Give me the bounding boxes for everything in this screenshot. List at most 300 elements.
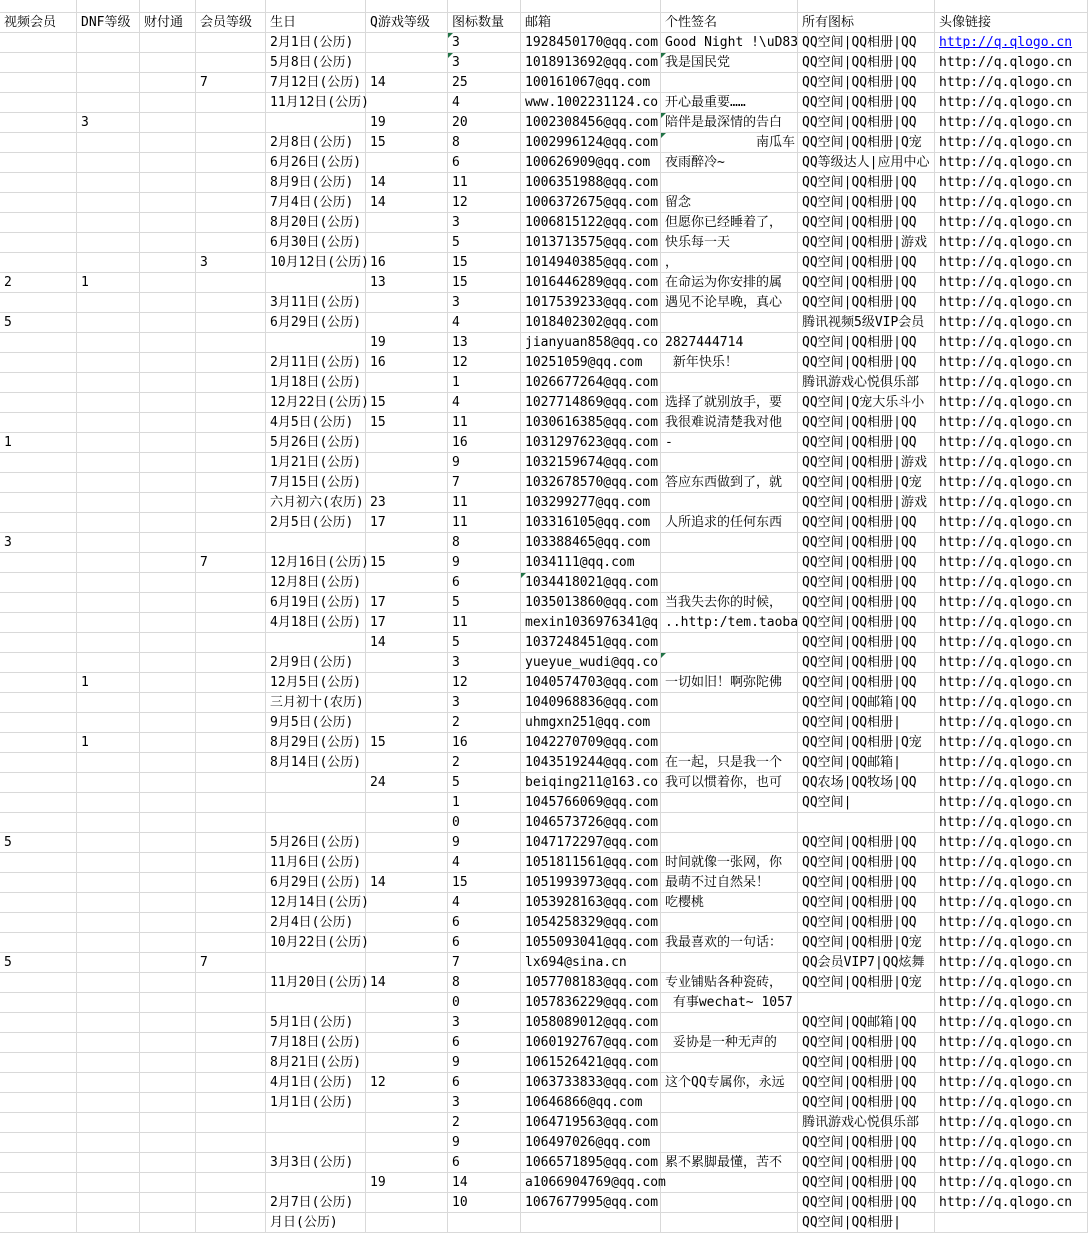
cell-member-level[interactable] bbox=[196, 373, 266, 393]
cell-video-vip[interactable] bbox=[0, 233, 77, 253]
cell-avatar-link[interactable]: http://q.qlogo.cn bbox=[935, 613, 1088, 633]
cell-video-vip[interactable] bbox=[0, 513, 77, 533]
cell-all-icons[interactable]: QQ空间|QQ相册|游戏 bbox=[798, 453, 935, 473]
cell-icon-count[interactable]: 3 bbox=[448, 53, 521, 73]
cell-icon-count[interactable]: 6 bbox=[448, 933, 521, 953]
cell-email[interactable]: 1066571895@qq.com bbox=[521, 1153, 661, 1173]
cell-birthday[interactable]: 10月22日(公历) bbox=[266, 933, 366, 953]
cell-dnf-level[interactable] bbox=[77, 933, 140, 953]
cell-icon-count[interactable]: 6 bbox=[448, 913, 521, 933]
cell-dnf-level[interactable] bbox=[77, 773, 140, 793]
cell-member-level[interactable] bbox=[196, 113, 266, 133]
cell-member-level[interactable] bbox=[196, 273, 266, 293]
cell-email[interactable]: 1040968836@qq.com bbox=[521, 693, 661, 713]
cell-dnf-level[interactable] bbox=[77, 913, 140, 933]
cell-signature[interactable]: 专业铺贴各种瓷砖， bbox=[661, 973, 798, 993]
cell-email[interactable]: yueyue_wudi@qq.co bbox=[521, 653, 661, 673]
cell-birthday[interactable]: 2月8日(公历) bbox=[266, 133, 366, 153]
column-header-dnf-level[interactable]: DNF等级 bbox=[77, 13, 140, 33]
cell-avatar-link[interactable]: http://q.qlogo.cn bbox=[935, 833, 1088, 853]
cell-qgame-level[interactable] bbox=[366, 1113, 448, 1133]
cell-all-icons[interactable]: QQ空间|QQ相册|QQ bbox=[798, 173, 935, 193]
cell-video-vip[interactable]: 5 bbox=[0, 313, 77, 333]
cell-qgame-level[interactable] bbox=[366, 1193, 448, 1213]
cell-video-vip[interactable] bbox=[0, 1053, 77, 1073]
cell-birthday[interactable]: 6月30日(公历) bbox=[266, 233, 366, 253]
cell-icon-count[interactable]: 5 bbox=[448, 233, 521, 253]
cell-icon-count[interactable]: 0 bbox=[448, 813, 521, 833]
cell-all-icons[interactable]: QQ空间|QQ相册|Q宠 bbox=[798, 473, 935, 493]
cell-video-vip[interactable] bbox=[0, 493, 77, 513]
cell-email[interactable]: 1051993973@qq.com bbox=[521, 873, 661, 893]
cell-signature[interactable]: 人所追求的任何东西 bbox=[661, 513, 798, 533]
cell-video-vip[interactable] bbox=[0, 153, 77, 173]
cell-avatar-link[interactable]: http://q.qlogo.cn bbox=[935, 673, 1088, 693]
cell-avatar-link[interactable]: http://q.qlogo.cn bbox=[935, 1153, 1088, 1173]
cell-avatar-link[interactable]: http://q.qlogo.cn bbox=[935, 1013, 1088, 1033]
cell-video-vip[interactable] bbox=[0, 173, 77, 193]
cell-email[interactable]: 1018402302@qq.com bbox=[521, 313, 661, 333]
cell-email[interactable]: 1035013860@qq.com bbox=[521, 593, 661, 613]
cell-dnf-level[interactable] bbox=[77, 293, 140, 313]
cell-birthday[interactable]: 三月初十(农历) bbox=[266, 693, 366, 713]
cell-birthday[interactable]: 6月26日(公历) bbox=[266, 153, 366, 173]
cell-member-level[interactable] bbox=[196, 793, 266, 813]
cell-qgame-level[interactable]: 17 bbox=[366, 613, 448, 633]
cell-all-icons[interactable]: QQ空间|QQ相册|QQ bbox=[798, 1053, 935, 1073]
cell-member-level[interactable] bbox=[196, 873, 266, 893]
cell-avatar-link[interactable]: http://q.qlogo.cn bbox=[935, 133, 1088, 153]
cell-video-vip[interactable] bbox=[0, 813, 77, 833]
cell-video-vip[interactable] bbox=[0, 1193, 77, 1213]
cell-member-level[interactable] bbox=[196, 613, 266, 633]
cell-all-icons[interactable]: QQ空间|QQ相册|QQ bbox=[798, 213, 935, 233]
cell-dnf-level[interactable] bbox=[77, 753, 140, 773]
cell-video-vip[interactable] bbox=[0, 353, 77, 373]
cell-tenpay[interactable] bbox=[140, 113, 196, 133]
cell-icon-count[interactable]: 9 bbox=[448, 553, 521, 573]
cell-avatar-link[interactable]: http://q.qlogo.cn bbox=[935, 433, 1088, 453]
cell-member-level[interactable] bbox=[196, 1053, 266, 1073]
cell-signature[interactable]: 答应东西做到了，就 bbox=[661, 473, 798, 493]
cell-all-icons[interactable]: QQ空间|QQ相册|QQ bbox=[798, 293, 935, 313]
cell-email[interactable]: 1034418021@qq.com bbox=[521, 573, 661, 593]
cell-icon-count[interactable]: 8 bbox=[448, 973, 521, 993]
cell-tenpay[interactable] bbox=[140, 973, 196, 993]
cell-signature[interactable] bbox=[661, 1013, 798, 1033]
column-header-all-icons[interactable]: 所有图标 bbox=[798, 13, 935, 33]
cell-avatar-link[interactable]: http://q.qlogo.cn bbox=[935, 693, 1088, 713]
cell-signature[interactable] bbox=[661, 573, 798, 593]
cell-all-icons[interactable]: QQ空间|QQ相册|QQ bbox=[798, 673, 935, 693]
cell-birthday[interactable] bbox=[266, 113, 366, 133]
cell-birthday[interactable]: 8月20日(公历) bbox=[266, 213, 366, 233]
cell-video-vip[interactable]: 5 bbox=[0, 953, 77, 973]
cell-dnf-level[interactable] bbox=[77, 553, 140, 573]
cell-icon-count[interactable]: 0 bbox=[448, 993, 521, 1013]
partial-cell-member-level[interactable] bbox=[196, 0, 266, 13]
cell-tenpay[interactable] bbox=[140, 833, 196, 853]
cell-all-icons[interactable]: QQ空间|QQ相册|Q宠 bbox=[798, 933, 935, 953]
cell-tenpay[interactable] bbox=[140, 313, 196, 333]
cell-avatar-link[interactable]: http://q.qlogo.cn bbox=[935, 293, 1088, 313]
cell-birthday[interactable] bbox=[266, 1173, 366, 1193]
cell-dnf-level[interactable] bbox=[77, 193, 140, 213]
cell-email[interactable]: 1006372675@qq.com bbox=[521, 193, 661, 213]
cell-avatar-link[interactable]: http://q.qlogo.cn bbox=[935, 893, 1088, 913]
cell-all-icons[interactable]: QQ空间|Q宠大乐斗小 bbox=[798, 393, 935, 413]
cell-signature[interactable]: 选择了就别放手，要 bbox=[661, 393, 798, 413]
cell-signature[interactable]: Good Night !\uD83 bbox=[661, 33, 798, 53]
cell-member-level[interactable] bbox=[196, 313, 266, 333]
cell-qgame-level[interactable] bbox=[366, 993, 448, 1013]
cell-icon-count[interactable]: 2 bbox=[448, 753, 521, 773]
cell-all-icons[interactable]: 腾讯游戏心悦俱乐部 bbox=[798, 1113, 935, 1133]
cell-all-icons[interactable] bbox=[798, 993, 935, 1013]
cell-member-level[interactable] bbox=[196, 473, 266, 493]
cell-dnf-level[interactable] bbox=[77, 153, 140, 173]
cell-icon-count[interactable]: 3 bbox=[448, 1013, 521, 1033]
cell-video-vip[interactable] bbox=[0, 1173, 77, 1193]
partial-cell-birthday[interactable] bbox=[266, 0, 366, 13]
partial-cell-qgame-level[interactable] bbox=[366, 0, 448, 13]
cell-signature[interactable]: ..http:/tem.taoba bbox=[661, 613, 798, 633]
cell-all-icons[interactable]: QQ空间|QQ相册|QQ bbox=[798, 253, 935, 273]
cell-signature[interactable] bbox=[661, 693, 798, 713]
cell-member-level[interactable] bbox=[196, 333, 266, 353]
cell-tenpay[interactable] bbox=[140, 273, 196, 293]
cell-birthday[interactable] bbox=[266, 773, 366, 793]
cell-qgame-level[interactable] bbox=[366, 673, 448, 693]
column-header-video-vip[interactable]: 视频会员 bbox=[0, 13, 77, 33]
cell-birthday[interactable] bbox=[266, 1133, 366, 1153]
cell-member-level[interactable] bbox=[196, 413, 266, 433]
cell-member-level[interactable] bbox=[196, 933, 266, 953]
cell-qgame-level[interactable] bbox=[366, 473, 448, 493]
cell-qgame-level[interactable]: 19 bbox=[366, 113, 448, 133]
cell-member-level[interactable] bbox=[196, 1133, 266, 1153]
cell-avatar-link[interactable]: http://q.qlogo.cn bbox=[935, 373, 1088, 393]
cell-member-level[interactable]: 7 bbox=[196, 553, 266, 573]
cell-avatar-link[interactable]: http://q.qlogo.cn bbox=[935, 533, 1088, 553]
cell-avatar-link[interactable]: http://q.qlogo.cn bbox=[935, 393, 1088, 413]
cell-video-vip[interactable]: 5 bbox=[0, 833, 77, 853]
cell-dnf-level[interactable]: 1 bbox=[77, 273, 140, 293]
cell-member-level[interactable] bbox=[196, 813, 266, 833]
cell-birthday[interactable] bbox=[266, 793, 366, 813]
cell-birthday[interactable]: 六月初六(农历) bbox=[266, 493, 366, 513]
cell-all-icons[interactable]: 腾讯游戏心悦俱乐部 bbox=[798, 373, 935, 393]
cell-signature[interactable]: 有事wechat~ 1057 bbox=[661, 993, 798, 1013]
partial-cell-icon-count[interactable] bbox=[448, 1213, 521, 1233]
cell-qgame-level[interactable] bbox=[366, 913, 448, 933]
cell-email[interactable]: 103299277@qq.com bbox=[521, 493, 661, 513]
cell-tenpay[interactable] bbox=[140, 173, 196, 193]
cell-avatar-link[interactable]: http://q.qlogo.cn bbox=[935, 1113, 1088, 1133]
cell-tenpay[interactable] bbox=[140, 433, 196, 453]
cell-avatar-link[interactable]: http://q.qlogo.cn bbox=[935, 873, 1088, 893]
cell-tenpay[interactable] bbox=[140, 473, 196, 493]
cell-avatar-link[interactable]: http://q.qlogo.cn bbox=[935, 473, 1088, 493]
cell-qgame-level[interactable] bbox=[366, 1013, 448, 1033]
cell-avatar-link[interactable]: http://q.qlogo.cn bbox=[935, 1073, 1088, 1093]
cell-birthday[interactable]: 8月21日(公历) bbox=[266, 1053, 366, 1073]
cell-dnf-level[interactable] bbox=[77, 173, 140, 193]
cell-tenpay[interactable] bbox=[140, 493, 196, 513]
cell-tenpay[interactable] bbox=[140, 1173, 196, 1193]
cell-avatar-link[interactable]: http://q.qlogo.cn bbox=[935, 253, 1088, 273]
cell-birthday[interactable] bbox=[266, 813, 366, 833]
cell-tenpay[interactable] bbox=[140, 153, 196, 173]
cell-qgame-level[interactable] bbox=[366, 1153, 448, 1173]
cell-all-icons[interactable]: QQ空间|QQ相册|QQ bbox=[798, 833, 935, 853]
cell-birthday[interactable]: 2月5日(公历) bbox=[266, 513, 366, 533]
cell-birthday[interactable]: 2月9日(公历) bbox=[266, 653, 366, 673]
cell-dnf-level[interactable] bbox=[77, 133, 140, 153]
cell-member-level[interactable] bbox=[196, 493, 266, 513]
cell-avatar-link[interactable]: http://q.qlogo.cn bbox=[935, 773, 1088, 793]
cell-all-icons[interactable]: QQ空间|QQ相册|QQ bbox=[798, 113, 935, 133]
cell-qgame-level[interactable]: 15 bbox=[366, 553, 448, 573]
cell-tenpay[interactable] bbox=[140, 453, 196, 473]
cell-video-vip[interactable] bbox=[0, 93, 77, 113]
cell-birthday[interactable]: 7月18日(公历) bbox=[266, 1033, 366, 1053]
cell-icon-count[interactable]: 4 bbox=[448, 893, 521, 913]
cell-signature[interactable]: 我是国民党 bbox=[661, 53, 798, 73]
cell-email[interactable]: 1058089012@qq.com bbox=[521, 1013, 661, 1033]
cell-tenpay[interactable] bbox=[140, 293, 196, 313]
cell-tenpay[interactable] bbox=[140, 33, 196, 53]
cell-signature[interactable] bbox=[661, 453, 798, 473]
cell-qgame-level[interactable] bbox=[366, 293, 448, 313]
cell-birthday[interactable] bbox=[266, 993, 366, 1013]
cell-signature[interactable]: 累不累脚最懂，苦不 bbox=[661, 1153, 798, 1173]
cell-video-vip[interactable] bbox=[0, 293, 77, 313]
cell-email[interactable]: 1032159674@qq.com bbox=[521, 453, 661, 473]
cell-qgame-level[interactable]: 15 bbox=[366, 393, 448, 413]
cell-tenpay[interactable] bbox=[140, 413, 196, 433]
cell-avatar-link[interactable]: http://q.qlogo.cn bbox=[935, 653, 1088, 673]
cell-signature[interactable]: 我可以惯着你，也可 bbox=[661, 773, 798, 793]
cell-email[interactable]: 1043519244@qq.com bbox=[521, 753, 661, 773]
cell-qgame-level[interactable]: 19 bbox=[366, 1173, 448, 1193]
cell-dnf-level[interactable] bbox=[77, 1193, 140, 1213]
cell-birthday[interactable]: 5月1日(公历) bbox=[266, 1013, 366, 1033]
cell-member-level[interactable] bbox=[196, 693, 266, 713]
cell-signature[interactable]: 时间就像一张网，你 bbox=[661, 853, 798, 873]
column-header-tenpay[interactable]: 财付通 bbox=[140, 13, 196, 33]
cell-dnf-level[interactable] bbox=[77, 233, 140, 253]
cell-email[interactable]: 1042270709@qq.com bbox=[521, 733, 661, 753]
cell-all-icons[interactable]: QQ空间|QQ相册|QQ bbox=[798, 433, 935, 453]
cell-avatar-link[interactable]: http://q.qlogo.cn bbox=[935, 273, 1088, 293]
cell-email[interactable]: 1051811561@qq.com bbox=[521, 853, 661, 873]
cell-avatar-link[interactable]: http://q.qlogo.cn bbox=[935, 1193, 1088, 1213]
cell-birthday[interactable] bbox=[266, 273, 366, 293]
cell-icon-count[interactable]: 12 bbox=[448, 673, 521, 693]
cell-dnf-level[interactable] bbox=[77, 1173, 140, 1193]
cell-dnf-level[interactable] bbox=[77, 693, 140, 713]
cell-icon-count[interactable]: 11 bbox=[448, 493, 521, 513]
cell-tenpay[interactable] bbox=[140, 593, 196, 613]
cell-video-vip[interactable] bbox=[0, 133, 77, 153]
cell-video-vip[interactable] bbox=[0, 693, 77, 713]
cell-birthday[interactable]: 5月26日(公历) bbox=[266, 833, 366, 853]
cell-member-level[interactable] bbox=[196, 1173, 266, 1193]
cell-signature[interactable] bbox=[661, 953, 798, 973]
cell-video-vip[interactable] bbox=[0, 553, 77, 573]
cell-qgame-level[interactable] bbox=[366, 153, 448, 173]
cell-birthday[interactable]: 3月11日(公历) bbox=[266, 293, 366, 313]
cell-member-level[interactable] bbox=[196, 833, 266, 853]
cell-qgame-level[interactable]: 24 bbox=[366, 773, 448, 793]
partial-cell-tenpay[interactable] bbox=[140, 0, 196, 13]
cell-icon-count[interactable]: 8 bbox=[448, 133, 521, 153]
column-header-signature[interactable]: 个性签名 bbox=[661, 13, 798, 33]
partial-cell-signature[interactable] bbox=[661, 1213, 798, 1233]
cell-qgame-level[interactable] bbox=[366, 373, 448, 393]
cell-qgame-level[interactable]: 15 bbox=[366, 133, 448, 153]
cell-qgame-level[interactable] bbox=[366, 33, 448, 53]
cell-signature[interactable]: 留念 bbox=[661, 193, 798, 213]
cell-qgame-level[interactable] bbox=[366, 1033, 448, 1053]
cell-qgame-level[interactable]: 14 bbox=[366, 633, 448, 653]
cell-member-level[interactable] bbox=[196, 1113, 266, 1133]
cell-signature[interactable]: 但愿你已经睡着了， bbox=[661, 213, 798, 233]
partial-cell-avatar-link[interactable] bbox=[935, 1213, 1088, 1233]
cell-email[interactable]: 1061526421@qq.com bbox=[521, 1053, 661, 1073]
cell-signature[interactable] bbox=[661, 633, 798, 653]
cell-member-level[interactable] bbox=[196, 513, 266, 533]
cell-birthday[interactable]: 6月29日(公历) bbox=[266, 313, 366, 333]
cell-avatar-link[interactable]: http://q.qlogo.cn bbox=[935, 493, 1088, 513]
cell-avatar-link[interactable]: http://q.qlogo.cn bbox=[935, 973, 1088, 993]
cell-email[interactable]: 1026677264@qq.com bbox=[521, 373, 661, 393]
cell-dnf-level[interactable] bbox=[77, 53, 140, 73]
cell-birthday[interactable]: 5月8日(公历) bbox=[266, 53, 366, 73]
cell-qgame-level[interactable]: 13 bbox=[366, 273, 448, 293]
cell-birthday[interactable]: 2月4日(公历) bbox=[266, 913, 366, 933]
cell-video-vip[interactable] bbox=[0, 753, 77, 773]
partial-cell-video-vip[interactable] bbox=[0, 1213, 77, 1233]
cell-video-vip[interactable]: 1 bbox=[0, 433, 77, 453]
cell-icon-count[interactable]: 5 bbox=[448, 593, 521, 613]
cell-tenpay[interactable] bbox=[140, 1093, 196, 1113]
cell-qgame-level[interactable] bbox=[366, 1093, 448, 1113]
cell-qgame-level[interactable] bbox=[366, 793, 448, 813]
cell-avatar-link[interactable]: http://q.qlogo.cn bbox=[935, 73, 1088, 93]
cell-dnf-level[interactable] bbox=[77, 1033, 140, 1053]
cell-tenpay[interactable] bbox=[140, 853, 196, 873]
cell-signature[interactable] bbox=[661, 1113, 798, 1133]
cell-video-vip[interactable] bbox=[0, 453, 77, 473]
cell-video-vip[interactable] bbox=[0, 333, 77, 353]
cell-member-level[interactable] bbox=[196, 1073, 266, 1093]
cell-qgame-level[interactable]: 17 bbox=[366, 593, 448, 613]
cell-avatar-link[interactable]: http://q.qlogo.cn bbox=[935, 633, 1088, 653]
cell-tenpay[interactable] bbox=[140, 653, 196, 673]
cell-birthday[interactable]: 4月1日(公历) bbox=[266, 1073, 366, 1093]
cell-tenpay[interactable] bbox=[140, 873, 196, 893]
cell-signature[interactable]: 最萌不过自然呆！ bbox=[661, 873, 798, 893]
cell-signature[interactable]: 快乐每一天 bbox=[661, 233, 798, 253]
cell-dnf-level[interactable] bbox=[77, 793, 140, 813]
cell-birthday[interactable]: 11月20日(公历) bbox=[266, 973, 366, 993]
cell-member-level[interactable] bbox=[196, 533, 266, 553]
cell-tenpay[interactable] bbox=[140, 133, 196, 153]
cell-avatar-link[interactable]: http://q.qlogo.cn bbox=[935, 853, 1088, 873]
cell-member-level[interactable]: 7 bbox=[196, 73, 266, 93]
cell-signature[interactable]: 南瓜车 bbox=[661, 133, 798, 153]
cell-video-vip[interactable] bbox=[0, 593, 77, 613]
cell-video-vip[interactable] bbox=[0, 573, 77, 593]
cell-member-level[interactable] bbox=[196, 973, 266, 993]
cell-qgame-level[interactable] bbox=[366, 693, 448, 713]
cell-all-icons[interactable]: QQ空间|QQ邮箱|QQ bbox=[798, 693, 935, 713]
cell-birthday[interactable]: 1月21日(公历) bbox=[266, 453, 366, 473]
cell-dnf-level[interactable] bbox=[77, 373, 140, 393]
cell-birthday[interactable]: 6月19日(公历) bbox=[266, 593, 366, 613]
cell-icon-count[interactable]: 6 bbox=[448, 573, 521, 593]
cell-signature[interactable]: 新年快乐！ bbox=[661, 353, 798, 373]
cell-avatar-link[interactable]: http://q.qlogo.cn bbox=[935, 1133, 1088, 1153]
cell-avatar-link[interactable]: http://q.qlogo.cn bbox=[935, 913, 1088, 933]
cell-email[interactable]: 106497026@qq.com bbox=[521, 1133, 661, 1153]
cell-tenpay[interactable] bbox=[140, 1013, 196, 1033]
cell-qgame-level[interactable]: 16 bbox=[366, 253, 448, 273]
cell-member-level[interactable] bbox=[196, 1013, 266, 1033]
cell-email[interactable]: 1047172297@qq.com bbox=[521, 833, 661, 853]
cell-icon-count[interactable]: 16 bbox=[448, 733, 521, 753]
avatar-hyperlink[interactable]: http://q.qlogo.cn bbox=[935, 33, 1088, 53]
cell-icon-count[interactable]: 3 bbox=[448, 653, 521, 673]
cell-qgame-level[interactable] bbox=[366, 953, 448, 973]
cell-all-icons[interactable]: QQ空间|QQ相册|QQ bbox=[798, 1133, 935, 1153]
cell-icon-count[interactable]: 11 bbox=[448, 613, 521, 633]
cell-dnf-level[interactable] bbox=[77, 313, 140, 333]
cell-icon-count[interactable]: 6 bbox=[448, 153, 521, 173]
cell-avatar-link[interactable]: http://q.qlogo.cn bbox=[935, 233, 1088, 253]
cell-all-icons[interactable]: QQ空间|QQ相册|游戏 bbox=[798, 233, 935, 253]
cell-email[interactable]: a1066904769@qq.com bbox=[521, 1173, 661, 1193]
cell-email[interactable]: 1018913692@qq.com bbox=[521, 53, 661, 73]
cell-video-vip[interactable] bbox=[0, 253, 77, 273]
cell-member-level[interactable] bbox=[196, 193, 266, 213]
cell-dnf-level[interactable] bbox=[77, 613, 140, 633]
cell-signature[interactable] bbox=[661, 373, 798, 393]
cell-video-vip[interactable] bbox=[0, 113, 77, 133]
cell-tenpay[interactable] bbox=[140, 673, 196, 693]
cell-icon-count[interactable]: 4 bbox=[448, 93, 521, 113]
cell-dnf-level[interactable] bbox=[77, 533, 140, 553]
cell-tenpay[interactable] bbox=[140, 1193, 196, 1213]
cell-qgame-level[interactable] bbox=[366, 53, 448, 73]
cell-signature[interactable]: 一切如旧！啊弥陀佛 bbox=[661, 673, 798, 693]
cell-tenpay[interactable] bbox=[140, 993, 196, 1013]
cell-all-icons[interactable]: QQ空间|QQ相册|QQ bbox=[798, 33, 935, 53]
cell-video-vip[interactable] bbox=[0, 1153, 77, 1173]
cell-all-icons[interactable]: QQ空间|QQ相册| bbox=[798, 713, 935, 733]
cell-dnf-level[interactable] bbox=[77, 93, 140, 113]
cell-signature[interactable] bbox=[661, 833, 798, 853]
cell-email[interactable]: 1027714869@qq.com bbox=[521, 393, 661, 413]
cell-email[interactable]: 1040574703@qq.com bbox=[521, 673, 661, 693]
cell-signature[interactable]: - bbox=[661, 433, 798, 453]
cell-dnf-level[interactable] bbox=[77, 393, 140, 413]
cell-tenpay[interactable] bbox=[140, 233, 196, 253]
cell-birthday[interactable]: 12月22日(公历) bbox=[266, 393, 366, 413]
column-header-avatar-link[interactable]: 头像链接 bbox=[935, 13, 1088, 33]
